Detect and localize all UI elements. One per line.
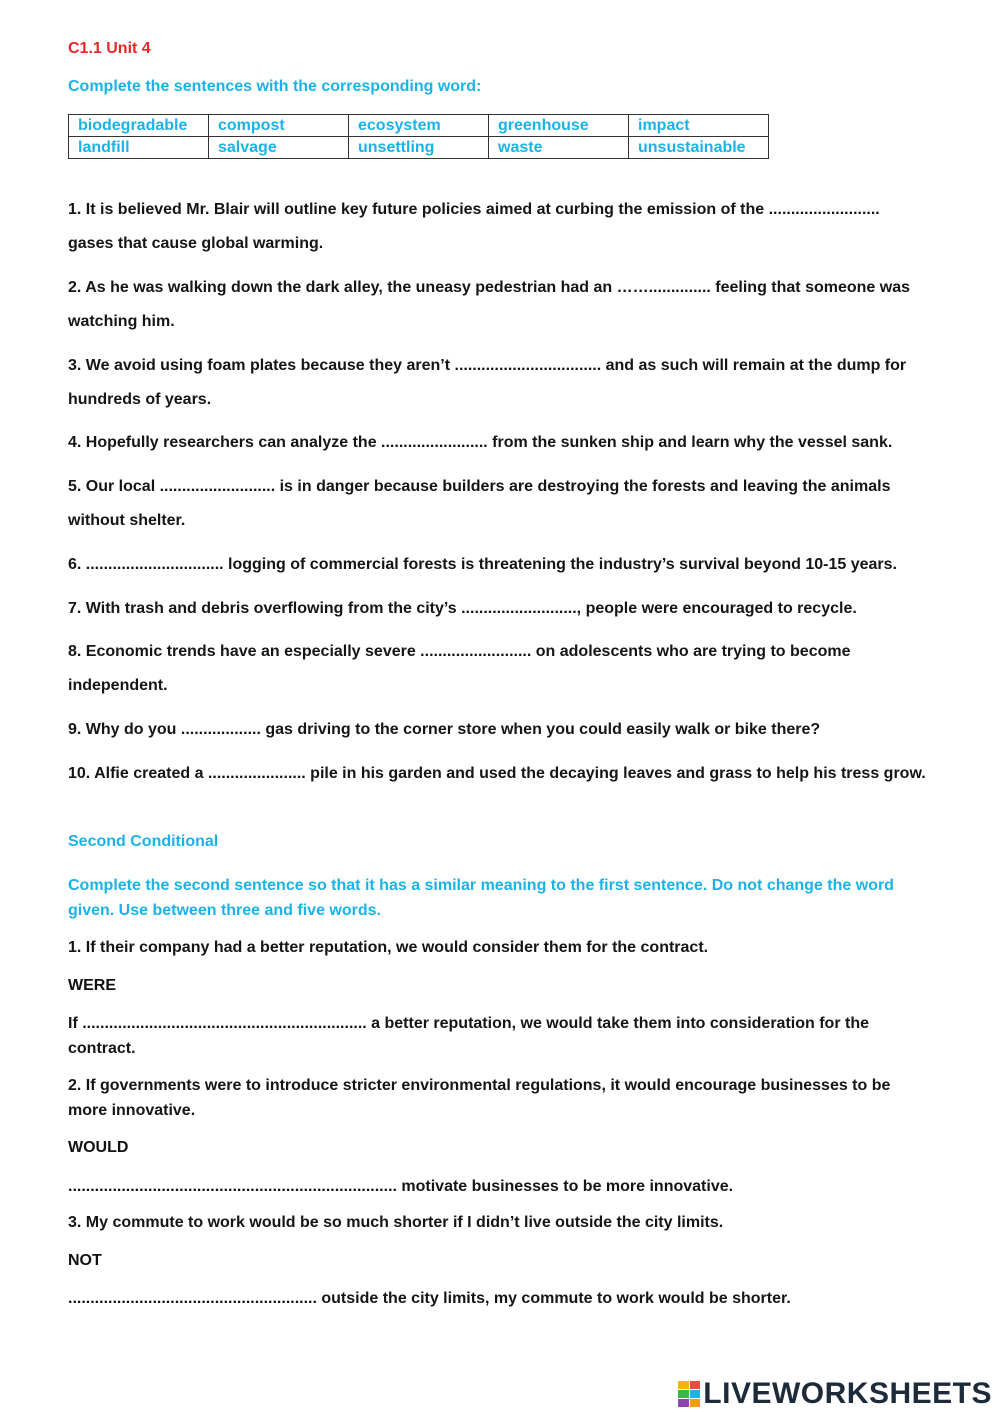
logo-mark-icon [678,1381,700,1407]
vocab-question-5: 5. Our local .......................... is in danger because builders are destroying the forests and leaving the animals without shelter. [68,478,891,529]
word-bank-cell: compost [209,115,349,137]
grammar-sentence-1: 1. If their company had a better reputation, we would consider them for the contract. [68,939,709,956]
vocab-question-6: 6. ............................... logging of commercial forests is threatening the industry’s survival beyond 10-15 years. [68,556,897,573]
logo-square [678,1381,689,1389]
logo-square [690,1390,701,1398]
vocab-question-7: 7. With trash and debris overflowing from the city’s .........................., people were encouraged to recycle. [68,600,857,617]
word-bank-cell: unsettling [349,137,489,159]
vocab-question-8: 8. Economic trends have an especially severe ......................... on adolescents who are trying to become independent. [68,643,851,694]
vocab-question-2: 2. As he was walking down the dark alley, the uneasy pedestrian had an …….............. feeling that someone was watching him. [68,279,910,330]
liveworksheets-logo [678,1377,992,1411]
word-bank-cell: landfill [69,137,209,159]
vocab-question-4: 4. Hopefully researchers can analyze the ........................ from the sunken ship and learn why the vessel sank. [68,434,893,451]
word-bank-cell: waste [489,137,629,159]
vocab-question-10: 10. Alfie created a ...................... pile in his garden and used the decaying leaves and grass to help his tress grow. [68,765,926,782]
grammar-section-title: Second Conditional [68,833,219,850]
grammar-answer-line-3[interactable]: ........................................................ outside the city limits, my commute to work would be shorter. [68,1290,791,1307]
vocab-question-1: 1. It is believed Mr. Blair will outline key future policies aimed at curbing the emission of the ......................... gases that cause global warming. [68,201,880,252]
logo-square [690,1381,701,1389]
word-bank-cell: salvage [209,137,349,159]
vocab-question-9: 9. Why do you .................. gas driving to the corner store when you could easily walk or bike there? [68,721,821,738]
word-bank-cell: greenhouse [489,115,629,137]
vocab-instruction: Complete the sentences with the corresponding word: [68,78,482,95]
grammar-keyword-1: WERE [68,977,116,994]
grammar-keyword-2: WOULD [68,1139,129,1156]
unit-title: C1.1 Unit 4 [68,40,151,57]
word-bank-cell: impact [629,115,769,137]
logo-text: LIVEWORKSHEETS [703,1377,992,1410]
grammar-answer-line-1[interactable]: If ................................................................ a better reputation, we would take them into consideration for the contract. [68,1015,869,1057]
logo-square [678,1399,689,1407]
word-bank-cell: unsustainable [629,137,769,159]
grammar-sentence-3: 3. My commute to work would be so much shorter if I didn’t live outside the city limits. [68,1214,724,1231]
vocab-question-3: 3. We avoid using foam plates because they aren’t ................................. and as such will remain at the dump for hundreds of years. [68,357,907,408]
logo-square [678,1390,689,1398]
word-bank-table [68,114,769,159]
grammar-keyword-3: NOT [68,1252,102,1269]
grammar-sentence-2: 2. If governments were to introduce stricter environmental regulations, it would encourage businesses to be more innovative. [68,1077,891,1119]
word-bank-cell: ecosystem [349,115,489,137]
word-bank-row [69,137,769,159]
word-bank-cell: biodegradable [69,115,209,137]
grammar-instruction: Complete the second sentence so that it has a similar meaning to the first sentence. Do not change the word given. Use between three and five words. [68,877,894,919]
grammar-answer-line-2[interactable]: .......................................................................... motivate businesses to be more innovative. [68,1178,734,1195]
logo-square [690,1399,701,1407]
word-bank-row [69,115,769,137]
